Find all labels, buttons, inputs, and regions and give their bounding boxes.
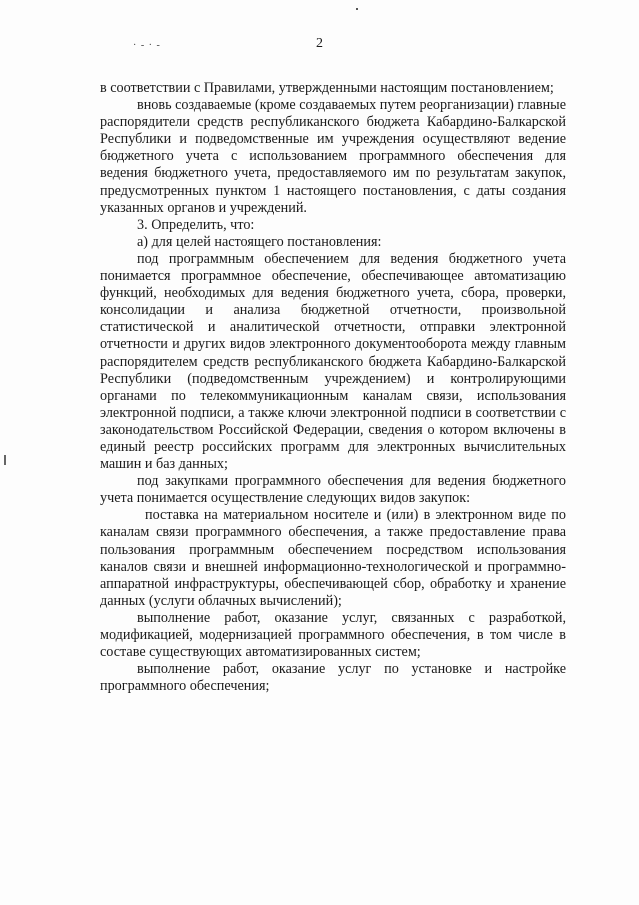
paragraph: в соответствии с Правилами, утвержденными настоящим постановлением; bbox=[100, 80, 554, 96]
paragraph: под программным обеспечением для ведения бюджетного учета понимается программное обеспечение, обеспечивающее автоматизацию функций, необходимых для ведения бюджетного учета, сбора, проверки, консолидации и анализа бюджетной отчетности, произвольной статистической и аналитической отчетности, отправки электронной отчетности и других видов электронного документооборота между главным распорядителем средств республиканского бюджета Кабардино-Балкарской Республики (подведомственным учреждением) и контролирующими органами по телекоммуникационным каналам связи, использования электронной подписи, а также ключи электронной подписи в соответствии с законодательством Российской Федерации, сведения о котором включены в единый реестр российских программ для электронных вычислительных машин и баз данных; bbox=[100, 250, 566, 473]
scan-mark-left bbox=[4, 455, 6, 465]
paragraph: 3. Определить, что: bbox=[137, 216, 255, 233]
paragraph: а) для целей настоящего постановления: bbox=[137, 233, 382, 250]
paragraph: выполнение работ, оказание услуг по установке и настройке программного обеспечения; bbox=[100, 661, 566, 695]
paragraph: под закупками программного обеспечения для ведения бюджетного учета понимается осуществление следующих видов закупок: bbox=[100, 473, 566, 507]
paragraph: поставка на материальном носителе и (или) в электронном виде по каналам связи программного обеспечения, а также предоставление права пользования программным обеспечением посредством использования каналов связи и внешней информационно-технологической и программно-аппаратной инфраструктуры, обеспечивающей сбор, обработку и хранение данных (услуги облачных вычислений); bbox=[100, 507, 566, 609]
scan-dot bbox=[356, 8, 358, 10]
paragraph: вновь создаваемые (кроме создаваемых путем реорганизации) главные распорядители средств республиканского бюджета Кабардино-Балкарской Республики и подведомственные им учреждения осуществляют ведение бюджетного учета с использованием программного обеспечения для ведения бюджетного учета, предоставляемого им по результатам закупок, предусмотренных пунктом 1 настоящего постановления, с даты создания указанных органов и учреждений. bbox=[100, 97, 566, 216]
document-body bbox=[100, 80, 566, 695]
scan-marks: · - · - bbox=[133, 40, 161, 51]
paragraph: выполнение работ, оказание услуг, связанных с разработкой, модификацией, модернизацией программного обеспечения, в том числе в составе существующих автоматизированных систем; bbox=[100, 609, 566, 661]
page-number: 2 bbox=[316, 36, 323, 51]
